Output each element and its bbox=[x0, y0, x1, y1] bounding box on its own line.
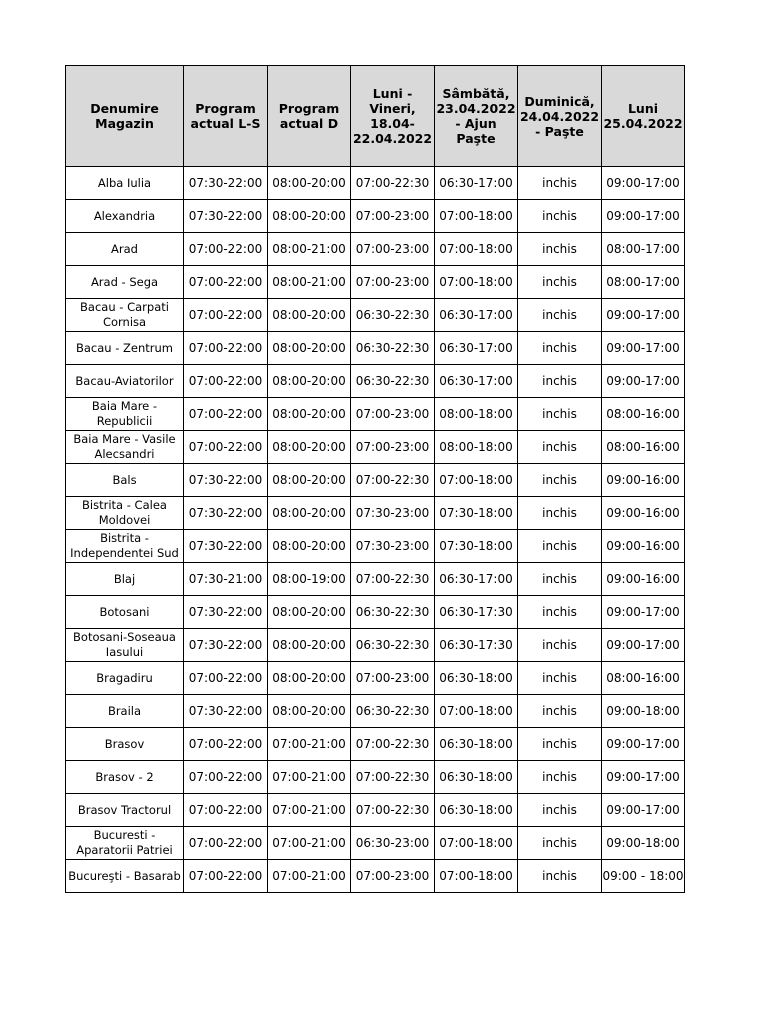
header-saturday-easter-eve: Sâmbătă, 23.04.2022 - Ajun Paşte bbox=[435, 66, 518, 167]
cell-sunday-easter: inchis bbox=[518, 794, 602, 827]
cell-mon-fri-week: 06:30-22:30 bbox=[351, 332, 435, 365]
cell-current-sunday: 08:00-21:00 bbox=[268, 233, 351, 266]
cell-saturday-easter-eve: 06:30-18:00 bbox=[435, 761, 518, 794]
cell-store-name: Bucureşti - Basarab bbox=[66, 860, 184, 893]
cell-store-name: Bragadiru bbox=[66, 662, 184, 695]
cell-current-mon-sat: 07:30-22:00 bbox=[184, 497, 268, 530]
cell-current-sunday: 08:00-19:00 bbox=[268, 563, 351, 596]
table-row bbox=[66, 563, 685, 596]
cell-mon-fri-week: 07:00-23:00 bbox=[351, 233, 435, 266]
cell-sunday-easter: inchis bbox=[518, 596, 602, 629]
cell-current-mon-sat: 07:00-22:00 bbox=[184, 233, 268, 266]
table-row bbox=[66, 200, 685, 233]
cell-sunday-easter: inchis bbox=[518, 695, 602, 728]
table-row bbox=[66, 794, 685, 827]
cell-sunday-easter: inchis bbox=[518, 299, 602, 332]
cell-sunday-easter: inchis bbox=[518, 530, 602, 563]
cell-monday-25-04: 09:00-17:00 bbox=[602, 167, 685, 200]
cell-store-name: Botosani bbox=[66, 596, 184, 629]
cell-saturday-easter-eve: 06:30-17:00 bbox=[435, 299, 518, 332]
cell-mon-fri-week: 07:00-22:30 bbox=[351, 794, 435, 827]
cell-store-name: Bals bbox=[66, 464, 184, 497]
cell-saturday-easter-eve: 07:00-18:00 bbox=[435, 860, 518, 893]
cell-store-name: Blaj bbox=[66, 563, 184, 596]
table-row bbox=[66, 167, 685, 200]
cell-current-mon-sat: 07:30-22:00 bbox=[184, 629, 268, 662]
cell-current-sunday: 08:00-20:00 bbox=[268, 695, 351, 728]
cell-mon-fri-week: 07:00-23:00 bbox=[351, 431, 435, 464]
cell-sunday-easter: inchis bbox=[518, 332, 602, 365]
cell-current-sunday: 07:00-21:00 bbox=[268, 827, 351, 860]
cell-current-mon-sat: 07:00-22:00 bbox=[184, 266, 268, 299]
cell-monday-25-04: 09:00-17:00 bbox=[602, 728, 685, 761]
cell-current-sunday: 07:00-21:00 bbox=[268, 761, 351, 794]
cell-current-sunday: 08:00-20:00 bbox=[268, 662, 351, 695]
cell-sunday-easter: inchis bbox=[518, 827, 602, 860]
cell-current-mon-sat: 07:00-22:00 bbox=[184, 860, 268, 893]
cell-mon-fri-week: 07:30-23:00 bbox=[351, 497, 435, 530]
cell-current-mon-sat: 07:00-22:00 bbox=[184, 827, 268, 860]
table-row bbox=[66, 299, 685, 332]
cell-mon-fri-week: 07:00-22:30 bbox=[351, 167, 435, 200]
cell-current-sunday: 08:00-20:00 bbox=[268, 398, 351, 431]
cell-current-mon-sat: 07:00-22:00 bbox=[184, 299, 268, 332]
cell-mon-fri-week: 07:00-23:00 bbox=[351, 662, 435, 695]
cell-current-sunday: 08:00-20:00 bbox=[268, 596, 351, 629]
cell-store-name: Bacau - Carpati Cornisa bbox=[66, 299, 184, 332]
cell-current-sunday: 08:00-20:00 bbox=[268, 497, 351, 530]
cell-monday-25-04: 08:00-17:00 bbox=[602, 233, 685, 266]
cell-current-sunday: 08:00-20:00 bbox=[268, 365, 351, 398]
cell-sunday-easter: inchis bbox=[518, 728, 602, 761]
cell-monday-25-04: 09:00-18:00 bbox=[602, 827, 685, 860]
cell-current-mon-sat: 07:30-22:00 bbox=[184, 167, 268, 200]
cell-store-name: Brasov - 2 bbox=[66, 761, 184, 794]
cell-current-sunday: 08:00-20:00 bbox=[268, 332, 351, 365]
table-row bbox=[66, 728, 685, 761]
table-row bbox=[66, 695, 685, 728]
cell-monday-25-04: 08:00-16:00 bbox=[602, 398, 685, 431]
cell-current-sunday: 08:00-21:00 bbox=[268, 266, 351, 299]
cell-sunday-easter: inchis bbox=[518, 464, 602, 497]
table-row bbox=[66, 662, 685, 695]
cell-current-sunday: 08:00-20:00 bbox=[268, 167, 351, 200]
cell-mon-fri-week: 07:00-22:30 bbox=[351, 464, 435, 497]
cell-monday-25-04: 09:00-17:00 bbox=[602, 761, 685, 794]
cell-saturday-easter-eve: 07:00-18:00 bbox=[435, 266, 518, 299]
cell-mon-fri-week: 07:30-23:00 bbox=[351, 530, 435, 563]
cell-current-sunday: 08:00-20:00 bbox=[268, 299, 351, 332]
header-row bbox=[66, 66, 685, 167]
store-schedule-table bbox=[65, 65, 685, 893]
cell-sunday-easter: inchis bbox=[518, 233, 602, 266]
cell-monday-25-04: 09:00-16:00 bbox=[602, 530, 685, 563]
header-current-mon-sat: Program actual L-S bbox=[184, 66, 268, 167]
cell-sunday-easter: inchis bbox=[518, 431, 602, 464]
cell-mon-fri-week: 06:30-23:00 bbox=[351, 827, 435, 860]
cell-current-mon-sat: 07:00-22:00 bbox=[184, 761, 268, 794]
cell-saturday-easter-eve: 08:00-18:00 bbox=[435, 431, 518, 464]
table-row bbox=[66, 761, 685, 794]
cell-saturday-easter-eve: 06:30-17:30 bbox=[435, 629, 518, 662]
cell-store-name: Arad bbox=[66, 233, 184, 266]
cell-sunday-easter: inchis bbox=[518, 266, 602, 299]
cell-store-name: Bucuresti - Aparatorii Patriei bbox=[66, 827, 184, 860]
table-row bbox=[66, 233, 685, 266]
cell-saturday-easter-eve: 06:30-17:00 bbox=[435, 563, 518, 596]
cell-monday-25-04: 09:00-17:00 bbox=[602, 200, 685, 233]
cell-store-name: Bacau-Aviatorilor bbox=[66, 365, 184, 398]
cell-current-mon-sat: 07:30-22:00 bbox=[184, 596, 268, 629]
cell-monday-25-04: 08:00-16:00 bbox=[602, 431, 685, 464]
cell-current-mon-sat: 07:30-22:00 bbox=[184, 530, 268, 563]
cell-saturday-easter-eve: 08:00-18:00 bbox=[435, 398, 518, 431]
table-row bbox=[66, 596, 685, 629]
cell-mon-fri-week: 07:00-22:30 bbox=[351, 761, 435, 794]
cell-mon-fri-week: 06:30-22:30 bbox=[351, 299, 435, 332]
cell-current-sunday: 07:00-21:00 bbox=[268, 860, 351, 893]
cell-monday-25-04: 09:00-17:00 bbox=[602, 332, 685, 365]
cell-sunday-easter: inchis bbox=[518, 365, 602, 398]
cell-monday-25-04: 09:00 - 18:00 bbox=[602, 860, 685, 893]
cell-monday-25-04: 09:00-16:00 bbox=[602, 497, 685, 530]
cell-sunday-easter: inchis bbox=[518, 629, 602, 662]
cell-mon-fri-week: 06:30-22:30 bbox=[351, 629, 435, 662]
cell-store-name: Arad - Sega bbox=[66, 266, 184, 299]
cell-current-mon-sat: 07:00-22:00 bbox=[184, 332, 268, 365]
cell-current-sunday: 08:00-20:00 bbox=[268, 464, 351, 497]
cell-current-mon-sat: 07:00-22:00 bbox=[184, 431, 268, 464]
cell-monday-25-04: 08:00-17:00 bbox=[602, 266, 685, 299]
cell-monday-25-04: 09:00-17:00 bbox=[602, 365, 685, 398]
cell-current-mon-sat: 07:00-22:00 bbox=[184, 794, 268, 827]
table-row bbox=[66, 398, 685, 431]
cell-saturday-easter-eve: 07:30-18:00 bbox=[435, 497, 518, 530]
header-monday-25-04: Luni 25.04.2022 bbox=[602, 66, 685, 167]
cell-sunday-easter: inchis bbox=[518, 167, 602, 200]
cell-store-name: Bacau - Zentrum bbox=[66, 332, 184, 365]
cell-mon-fri-week: 07:00-23:00 bbox=[351, 200, 435, 233]
table-row bbox=[66, 266, 685, 299]
cell-saturday-easter-eve: 06:30-17:00 bbox=[435, 332, 518, 365]
table-row bbox=[66, 464, 685, 497]
cell-current-mon-sat: 07:30-22:00 bbox=[184, 200, 268, 233]
cell-sunday-easter: inchis bbox=[518, 662, 602, 695]
cell-saturday-easter-eve: 07:00-18:00 bbox=[435, 464, 518, 497]
cell-mon-fri-week: 07:00-22:30 bbox=[351, 728, 435, 761]
cell-monday-25-04: 09:00-16:00 bbox=[602, 464, 685, 497]
cell-monday-25-04: 09:00-16:00 bbox=[602, 563, 685, 596]
cell-sunday-easter: inchis bbox=[518, 497, 602, 530]
cell-store-name: Baia Mare - Republicii bbox=[66, 398, 184, 431]
cell-current-sunday: 08:00-20:00 bbox=[268, 200, 351, 233]
cell-current-mon-sat: 07:00-22:00 bbox=[184, 398, 268, 431]
cell-sunday-easter: inchis bbox=[518, 200, 602, 233]
cell-store-name: Bistrita - Independentei Sud bbox=[66, 530, 184, 563]
cell-mon-fri-week: 07:00-22:30 bbox=[351, 563, 435, 596]
cell-store-name: Alexandria bbox=[66, 200, 184, 233]
cell-mon-fri-week: 07:00-23:00 bbox=[351, 860, 435, 893]
cell-monday-25-04: 09:00-18:00 bbox=[602, 695, 685, 728]
header-current-sunday: Program actual D bbox=[268, 66, 351, 167]
cell-current-mon-sat: 07:30-22:00 bbox=[184, 695, 268, 728]
cell-saturday-easter-eve: 06:30-17:30 bbox=[435, 596, 518, 629]
cell-current-mon-sat: 07:30-22:00 bbox=[184, 464, 268, 497]
cell-saturday-easter-eve: 06:30-17:00 bbox=[435, 167, 518, 200]
cell-current-mon-sat: 07:00-22:00 bbox=[184, 728, 268, 761]
table-row bbox=[66, 431, 685, 464]
cell-monday-25-04: 08:00-16:00 bbox=[602, 662, 685, 695]
table-row bbox=[66, 497, 685, 530]
cell-saturday-easter-eve: 07:00-18:00 bbox=[435, 827, 518, 860]
cell-sunday-easter: inchis bbox=[518, 398, 602, 431]
cell-mon-fri-week: 07:00-23:00 bbox=[351, 266, 435, 299]
cell-saturday-easter-eve: 06:30-18:00 bbox=[435, 662, 518, 695]
cell-sunday-easter: inchis bbox=[518, 761, 602, 794]
table-row bbox=[66, 629, 685, 662]
cell-monday-25-04: 09:00-17:00 bbox=[602, 299, 685, 332]
cell-current-sunday: 08:00-20:00 bbox=[268, 530, 351, 563]
cell-saturday-easter-eve: 06:30-18:00 bbox=[435, 728, 518, 761]
cell-mon-fri-week: 06:30-22:30 bbox=[351, 365, 435, 398]
table-row bbox=[66, 860, 685, 893]
cell-mon-fri-week: 06:30-22:30 bbox=[351, 695, 435, 728]
cell-sunday-easter: inchis bbox=[518, 563, 602, 596]
cell-current-mon-sat: 07:00-22:00 bbox=[184, 365, 268, 398]
cell-saturday-easter-eve: 07:00-18:00 bbox=[435, 233, 518, 266]
cell-mon-fri-week: 06:30-22:30 bbox=[351, 596, 435, 629]
table-row bbox=[66, 332, 685, 365]
cell-store-name: Brasov Tractorul bbox=[66, 794, 184, 827]
cell-current-mon-sat: 07:00-22:00 bbox=[184, 662, 268, 695]
cell-store-name: Braila bbox=[66, 695, 184, 728]
cell-current-sunday: 08:00-20:00 bbox=[268, 431, 351, 464]
cell-monday-25-04: 09:00-17:00 bbox=[602, 596, 685, 629]
cell-monday-25-04: 09:00-17:00 bbox=[602, 794, 685, 827]
cell-current-sunday: 07:00-21:00 bbox=[268, 794, 351, 827]
cell-saturday-easter-eve: 06:30-18:00 bbox=[435, 794, 518, 827]
cell-saturday-easter-eve: 07:00-18:00 bbox=[435, 200, 518, 233]
cell-saturday-easter-eve: 07:30-18:00 bbox=[435, 530, 518, 563]
cell-saturday-easter-eve: 07:00-18:00 bbox=[435, 695, 518, 728]
header-store-name: Denumire Magazin bbox=[66, 66, 184, 167]
table-row bbox=[66, 530, 685, 563]
cell-store-name: Bistrita - Calea Moldovei bbox=[66, 497, 184, 530]
cell-monday-25-04: 09:00-17:00 bbox=[602, 629, 685, 662]
cell-mon-fri-week: 07:00-23:00 bbox=[351, 398, 435, 431]
cell-store-name: Baia Mare - Vasile Alecsandri bbox=[66, 431, 184, 464]
table-row bbox=[66, 827, 685, 860]
cell-sunday-easter: inchis bbox=[518, 860, 602, 893]
cell-current-mon-sat: 07:30-21:00 bbox=[184, 563, 268, 596]
cell-store-name: Brasov bbox=[66, 728, 184, 761]
cell-current-sunday: 08:00-20:00 bbox=[268, 629, 351, 662]
table-row bbox=[66, 365, 685, 398]
cell-saturday-easter-eve: 06:30-17:00 bbox=[435, 365, 518, 398]
header-mon-fri-week: Luni - Vineri, 18.04-22.04.2022 bbox=[351, 66, 435, 167]
cell-current-sunday: 07:00-21:00 bbox=[268, 728, 351, 761]
cell-store-name: Alba Iulia bbox=[66, 167, 184, 200]
cell-store-name: Botosani-Soseaua Iasului bbox=[66, 629, 184, 662]
header-sunday-easter: Duminică, 24.04.2022 - Paşte bbox=[518, 66, 602, 167]
